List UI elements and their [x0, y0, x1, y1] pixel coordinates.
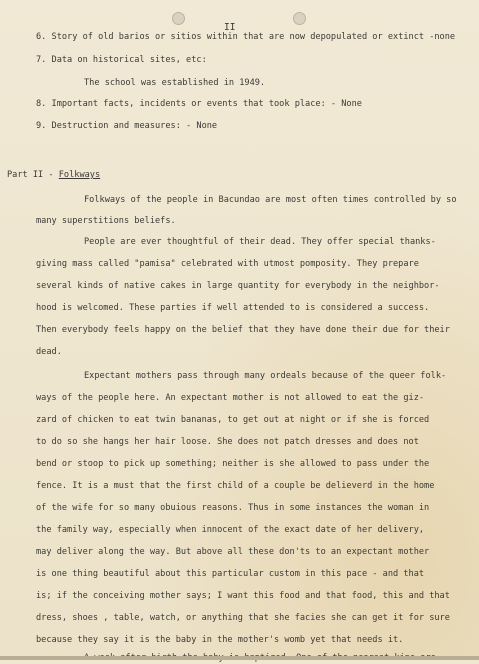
body-line: ways of the people here. An expectant mother is not allowed to eat the giz-: [36, 393, 425, 403]
part-heading: [7, 169, 100, 181]
body-line: dress, shoes , table, watch, or anything that she facies she can get it for sure: [36, 613, 450, 623]
body-line: dead.: [36, 347, 62, 357]
body-line: zard of chicken to eat twin bananas, to get out at night or if she is forced: [36, 415, 430, 425]
body-line: the family way, especially when innocent of the exact date of her delivery,: [36, 525, 425, 535]
body-line: hood is welcomed. These parties if well attended to is considered a success.: [36, 303, 430, 313]
item-8: 8. Important facts, incidents or events that took place: - None: [36, 99, 362, 109]
item-6: 6. Story of old barios or sitios within that are now depopulated or extinct -none: [36, 32, 456, 42]
punch-hole: [293, 12, 306, 25]
body-line: of the wife for so many obuious reasons. Thus in some instances the woman in: [36, 503, 430, 513]
body-line: may deliver along the way. But above all these don'ts to an expectant mother: [36, 547, 430, 557]
body-line: Expectant mothers pass through many ordeals because of the queer folk-: [84, 371, 447, 381]
part-heading-prefix: Part II -: [7, 170, 59, 180]
body-line: several kinds of native cakes in large quantity for everybody in the neighbor-: [36, 281, 440, 291]
page-bottom-strip: [0, 656, 479, 660]
body-line: People are ever thoughtful of their dead. They offer special thanks-: [84, 237, 436, 247]
body-line: bend or stoop to pick up something; neither is she allowed to pass under the: [36, 459, 430, 469]
body-line: is one thing beautiful about this particular custom in this pace - and that: [36, 569, 425, 579]
punch-hole: [172, 12, 185, 25]
body-line: because they say it is the baby in the mother's womb yet that needs it.: [36, 635, 404, 645]
page-number: II: [224, 22, 236, 33]
item-7: 7. Data on historical sites, etc:: [36, 55, 207, 65]
body-line: to do so she hangs her hair loose. She does not patch dresses and does not: [36, 437, 419, 447]
item-9: 9. Destruction and measures: - None: [36, 121, 218, 131]
body-line: is; if the conceiving mother says; I want this food and that food, this and that: [36, 591, 450, 601]
body-line: Folkways of the people in Bacundao are most often times controlled by so: [84, 195, 457, 205]
part-heading-title: Folkways: [58, 170, 101, 180]
body-line: Then everybody feels happy on the belief that they have done their due for their: [36, 325, 450, 335]
body-line: fence. It is a must that the first child of a couple be delieverd in the home: [36, 481, 435, 491]
body-line: many superstitions beliefs.: [36, 216, 176, 226]
item-7-detail: The school was established in 1949.: [84, 78, 266, 88]
body-line: giving mass called "pamisa" celebrated with utmost pomposity. They prepare: [36, 259, 419, 269]
